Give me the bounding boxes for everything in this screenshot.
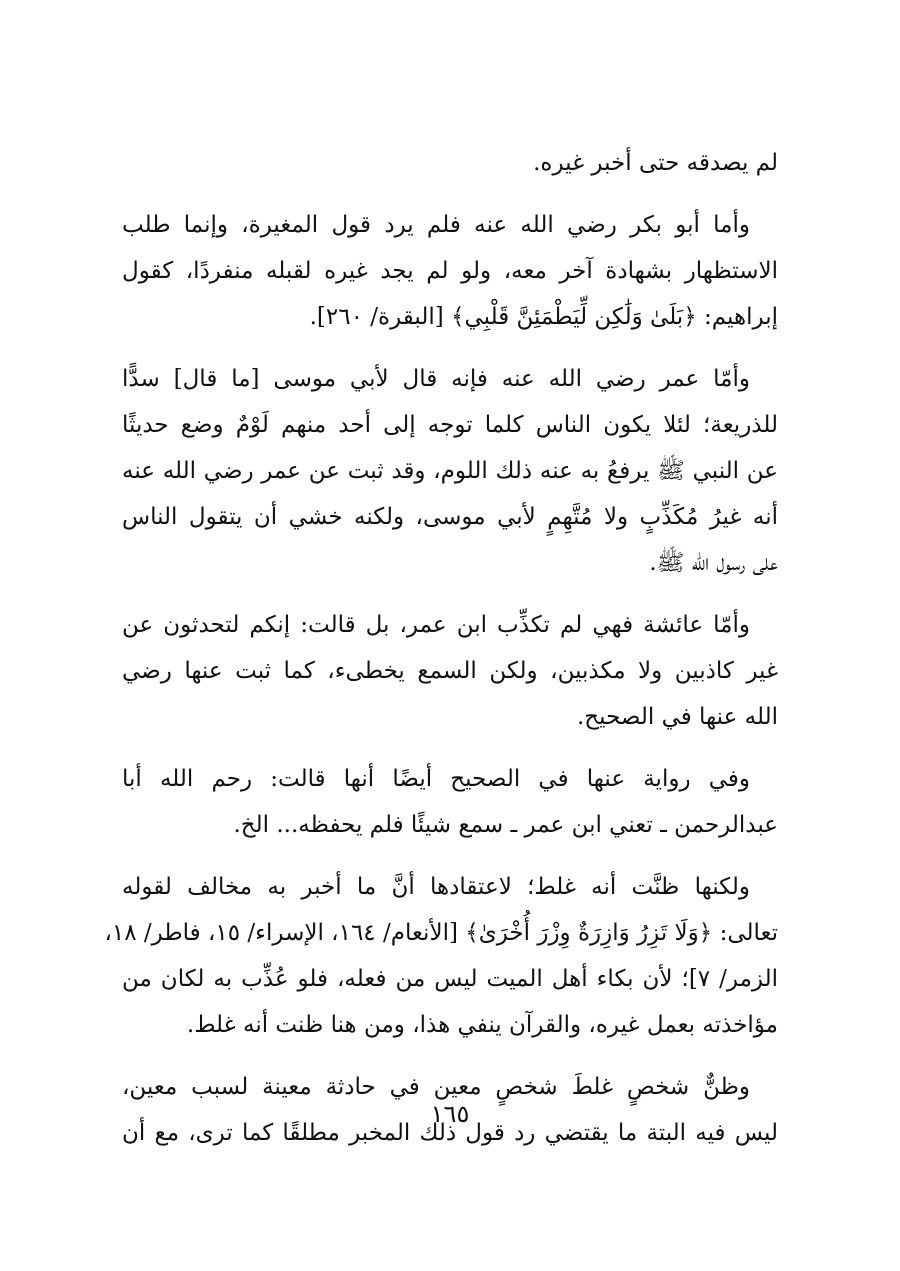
paragraph-3 <box>122 356 778 586</box>
text-line: إبراهيم: ﴿بَلَىٰ وَلَٰكِن لِّيَطْمَئِنَّ قَلْبِي﴾ [البقرة/ ٢٦٠]. <box>309 304 778 330</box>
text-line: ولكنها ظنَّت أنه غلط؛ لاعتقادها أنَّ ما أخبر به مخالف لقوله <box>122 874 750 900</box>
paragraph-4 <box>122 602 778 740</box>
page-body <box>104 140 778 1172</box>
text-line: وأما أبو بكر رضي الله عنه فلم يرد قول المغيرة، وإنما طلب <box>122 212 750 238</box>
text-line: أنه غيرُ مُكَذِّبٍ ولا مُتَّهِمٍ لأبي موسى، ولكنه خشي أن يتقول الناس <box>122 504 778 530</box>
text-line: تعالى: ﴿وَلَا تَزِرُ وَازِرَةٌ وِزْرَ أُخْرَىٰ﴾ [الأنعام/ ١٦٤، الإسراء/ ١٥، فاطر/ ١٨، <box>104 920 778 946</box>
text-line: وأمّا عائشة فهي لم تكذِّب ابن عمر، بل قالت: إنكم لتحدثون عن <box>122 612 750 638</box>
text-line: عبدالرحمن ـ تعني ابن عمر ـ سمع شيئًا فلم يحفظه... الخ. <box>233 812 778 838</box>
text-line: غير كاذبين ولا مكذبين، ولكن السمع يخطىء، كما ثبت عنها رضي <box>122 658 778 684</box>
text-line: وأمّا عمر رضي الله عنه فإنه قال لأبي موسى [ما قال] سدًّا <box>122 366 750 392</box>
paragraph-6 <box>104 864 778 1048</box>
text-line: الله عنها في الصحيح. <box>576 704 778 730</box>
text-line: ليس فيه البتة ما يقتضي رد قول ذلك المخبر مطلقًا كما ترى، مع أن <box>122 1120 778 1146</box>
text-line: على رسول الله ﷺ. <box>649 550 778 576</box>
text-line: الزمر/ ٧]؛ لأن بكاء أهل الميت ليس من فعله، فلو عُذِّب به لكان من <box>122 966 778 992</box>
paragraph-5 <box>122 756 778 848</box>
text-line: وظنٌّ شخصٍ غلطَ شخصٍ معين في حادثة معينة لسبب معين، <box>122 1074 750 1100</box>
text-line: عن النبي ﷺ يرفعُ به عنه ذلك اللوم، وقد ثبت عن عمر رضي الله عنه <box>122 458 778 484</box>
paragraph-2 <box>122 202 778 340</box>
text-line: للذريعة؛ لئلا يكون الناس كلما توجه إلى أحد منهم لَوْمٌ وضع حديثًا <box>122 412 778 438</box>
text-line: الاستظهار بشهادة آخر معه، ولو لم يجد غيره لقبله منفردًا، كقول <box>122 258 778 284</box>
text-line: وفي رواية عنها في الصحيح أيضًا أنها قالت: رحم الله أبا <box>122 766 750 792</box>
text-line: مؤاخذته بعمل غيره، والقرآن ينفي هذا، ومن هنا ظنت أنه غلط. <box>186 1012 778 1038</box>
paragraph-1 <box>122 140 778 186</box>
page-number: ١٦٥ <box>430 1100 470 1128</box>
text-line: لم يصدقه حتى أخبر غيره. <box>533 150 778 176</box>
